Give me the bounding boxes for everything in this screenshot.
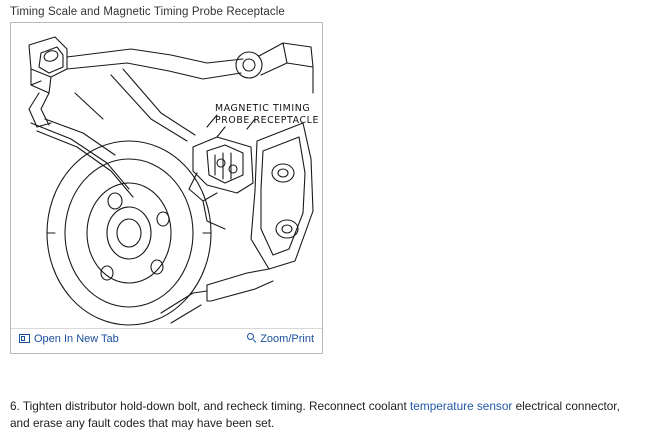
temperature-sensor-link[interactable]: temperature sensor [410, 399, 513, 413]
figure-container [10, 22, 323, 354]
figure-toolbar [11, 328, 322, 353]
open-in-new-tab-button[interactable] [19, 333, 119, 345]
diagram-label-line1: MAGNETIC TIMING [215, 103, 311, 114]
zoom-print-button[interactable] [247, 333, 314, 345]
step-text-after-link: electrical connector, and erase any fault codes that may have been set. [10, 399, 620, 430]
magnifier-icon [247, 333, 257, 343]
step-text-before-link: Tighten distributor hold-down bolt, and recheck timing. Reconnect coolant [19, 399, 411, 413]
figure-caption: Timing Scale and Magnetic Timing Probe Receptacle [10, 6, 285, 18]
step-number: 6. [10, 399, 20, 413]
figure-illustration [11, 23, 322, 328]
zoom-print-label: Zoom/Print [260, 333, 314, 345]
new-tab-icon [19, 334, 30, 343]
open-in-new-tab-label: Open In New Tab [34, 333, 119, 345]
instruction-step [10, 398, 638, 432]
diagram-label-line2: PROBE RECEPTACLE [215, 115, 319, 126]
